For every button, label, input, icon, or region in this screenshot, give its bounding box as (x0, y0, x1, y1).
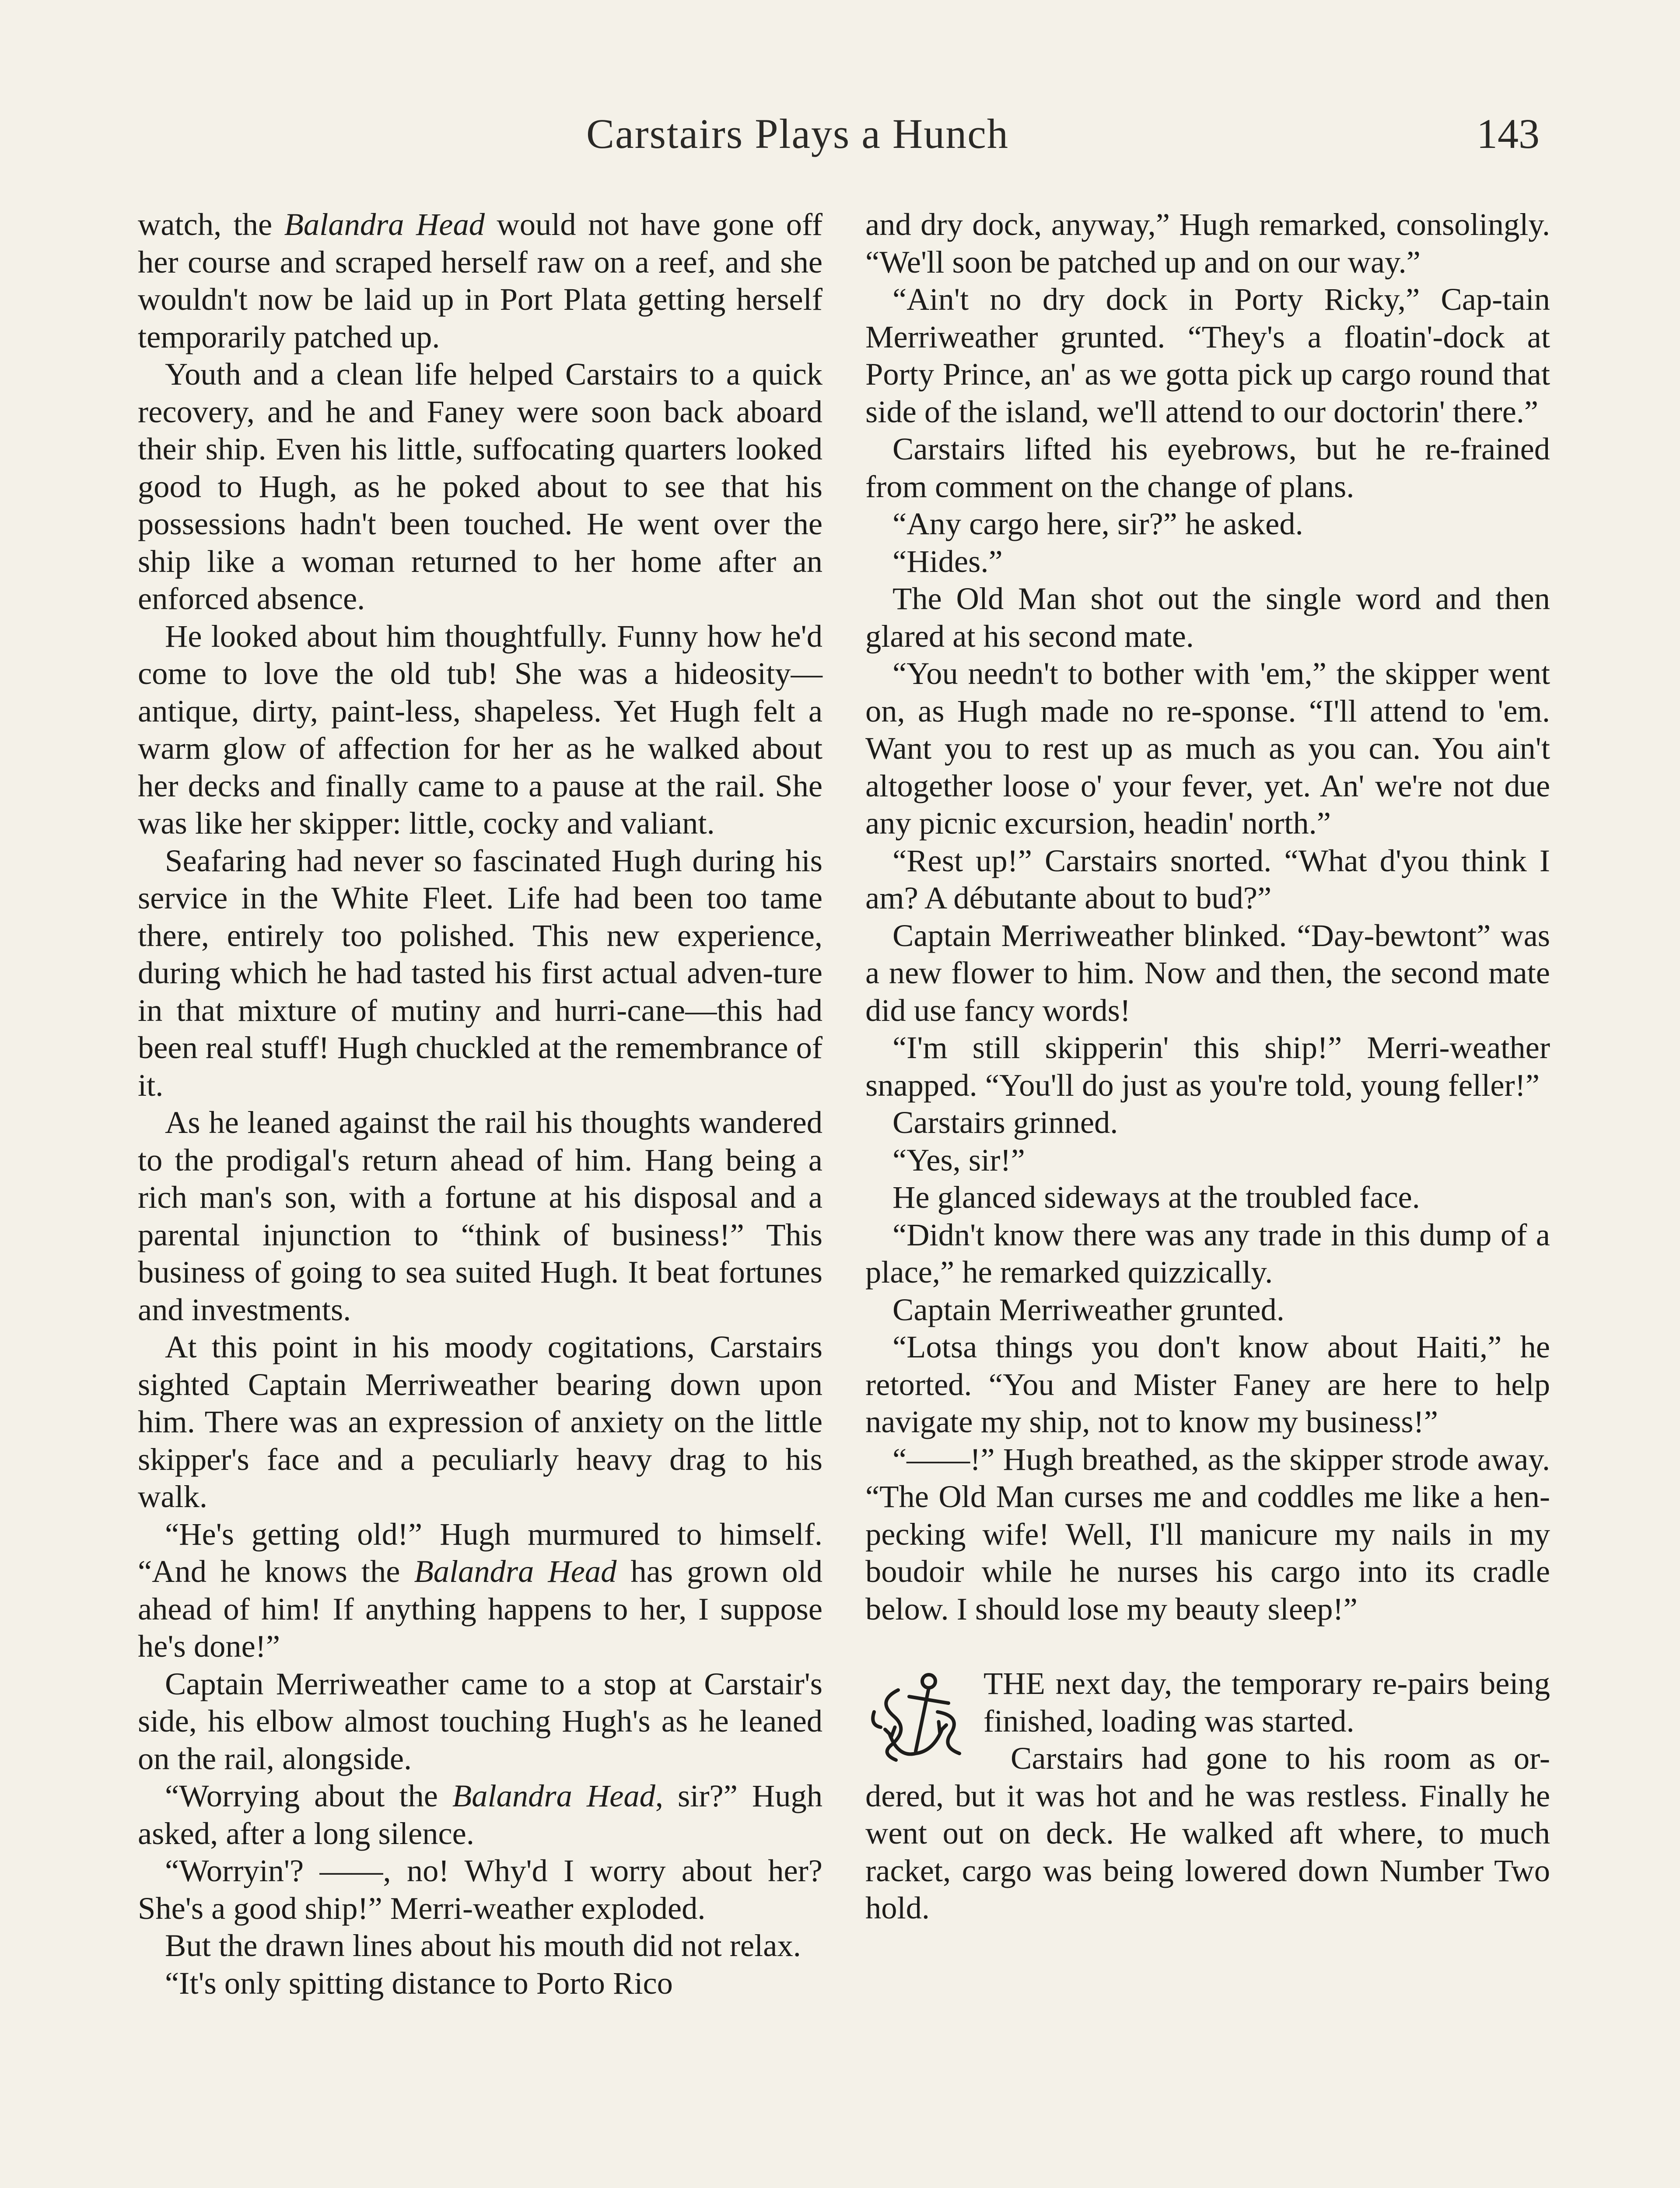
paragraph: “It's only spitting distance to Porto Rico (165, 1965, 673, 2001)
right-column (865, 206, 1550, 1927)
paragraph: “Worrying about the Balandra Head, sir?” Hugh asked, after a long silence. (138, 1778, 822, 1851)
paragraph: and dry dock, anyway,” Hugh remarked, consolingly. “We'll soon be patched up and on our way.” (865, 207, 1550, 280)
paragraph: “Rest up!” Carstairs snorted. “What d'you think I am? A débutante about to bud?” (865, 842, 1550, 915)
paragraph: “He's getting old!” Hugh murmured to himself. “And he knows the Balandra Head has grown old ahead of him! If anything happens to her, I suppose he's done!” (138, 1516, 822, 1664)
left-column (138, 206, 822, 2002)
paragraph: “Worryin'? ——, no! Why'd I worry about her? She's a good ship!” Merri-weather exploded. (138, 1853, 822, 1926)
paragraph: Captain Merriweather came to a stop at Carstair's side, his elbow almost touching Hugh's as he leaned on the rail, alongside. (138, 1666, 822, 1776)
paragraph: “You needn't to bother with 'em,” the skipper went on, as Hugh made no re-sponse. “I'll attend to 'em. Want you to rest up as much as you can. You ain't altogether loose o' your fever, yet. An' we're not due any picnic excursion, headin' north.” (865, 656, 1550, 841)
paragraph: “——!” Hugh breathed, as the skipper strode away. “The Old Man curses me and coddles me like a hen-pecking wife! Well, I'll manicure my nails in my boudoir while he nurses his cargo into its cradle below. I should lose my beauty sleep!” (865, 1441, 1550, 1627)
paragraph: Youth and a clean life helped Carstairs to a quick recovery, and he and Faney were soon back aboard their ship. Even his little, suffocating quarters looked good to Hugh, as he poked about to see that his possessions hadn't been touched. He went over the ship like a woman returned to her home after an enforced absence. (138, 356, 822, 616)
paragraph: Carstairs had gone to his room as or-dered, but it was hot and he was restless. Finally he went out on deck. He walked aft where, to much racket, cargo was being lowered down Number Two hold. (865, 1740, 1550, 1925)
paragraph: “I'm still skipperin' this ship!” Merri-weather snapped. “You'll do just as you're told, young feller!” (865, 1030, 1550, 1103)
paragraph: At this point in his moody cogitations, Carstairs sighted Captain Merriweather bearing down upon him. There was an expression of anxiety on the little skipper's face and a peculiarly heavy drag to his walk. (138, 1329, 822, 1514)
paragraph: As he leaned against the rail his thoughts wandered to the prodigal's return ahead of him. Hang being a rich man's son, with a fortune at his disposal and a parental injunction to “think of business!” This business of going to sea suited Hugh. It beat fortunes and investments. (138, 1105, 822, 1327)
paragraph: He looked about him thoughtfully. Funny how he'd come to love the old tub! She was a hideosity—antique, dirty, paint-less, shapeless. Yet Hugh felt a warm glow of affection for her as he walked about her decks and finally came to a pause at the rail. She was like her skipper: little, cocky and valiant. (138, 618, 822, 841)
paragraph: He glanced sideways at the troubled face. (892, 1179, 1420, 1215)
running-title: Carstairs Plays a Hunch (586, 110, 1009, 157)
section-break (865, 1627, 1550, 1665)
paragraph: watch, the Balandra Head would not have gone off her course and scraped herself raw on a reef, and she wouldn't now be laid up in Port Plata getting herself temporarily patched up. (138, 207, 822, 354)
paragraph: Carstairs lifted his eyebrows, but he re-frained from comment on the change of plans. (865, 431, 1550, 504)
paragraph: Captain Merriweather grunted. (892, 1291, 1284, 1327)
paragraph: “Hides.” (892, 543, 1003, 579)
paragraph: Carstairs grinned. (892, 1105, 1118, 1140)
paragraph: “Lotsa things you don't know about Haiti,” he retorted. “You and Mister Faney are here to help navigate my ship, not to know my business!” (865, 1329, 1550, 1439)
paragraph: “Didn't know there was any trade in this dump of a place,” he remarked quizzically. (865, 1217, 1550, 1290)
paragraph: “Yes, sir!” (892, 1142, 1025, 1178)
paragraph: Seafaring had never so fascinated Hugh during his service in the White Fleet. Life had been too tame there, entirely too polished. This new experience, during which he had tasted his first actual adven-ture in that mixture of mutiny and hurri-cane—this had been real stuff! Hugh chuckled at the remembrance of it. (138, 842, 822, 1103)
paragraph: But the drawn lines about his mouth did not relax. (165, 1928, 801, 1963)
paragraph: “Ain't no dry dock in Porty Ricky,” Cap-tain Merriweather grunted. “They's a floatin'-dock at Porty Prince, an' as we gotta pick up cargo round that side of the island, we'll attend to our doctorin' there.” (865, 281, 1550, 429)
page-number: 143 (1477, 110, 1540, 157)
paragraph: The Old Man shot out the single word and then glared at his second mate. (865, 581, 1550, 654)
section-opening (865, 1665, 1550, 1739)
anchor-rope-icon (865, 1668, 975, 1767)
section-first-paragraph: THE next day, the temporary re-pairs being finished, loading was started. (984, 1666, 1550, 1739)
paragraph: “Any cargo here, sir?” he asked. (892, 506, 1303, 541)
page-header (0, 109, 1680, 162)
paragraph: Captain Merriweather blinked. “Day-bewtont” was a new flower to him. Now and then, the second mate did use fancy words! (865, 917, 1550, 1028)
